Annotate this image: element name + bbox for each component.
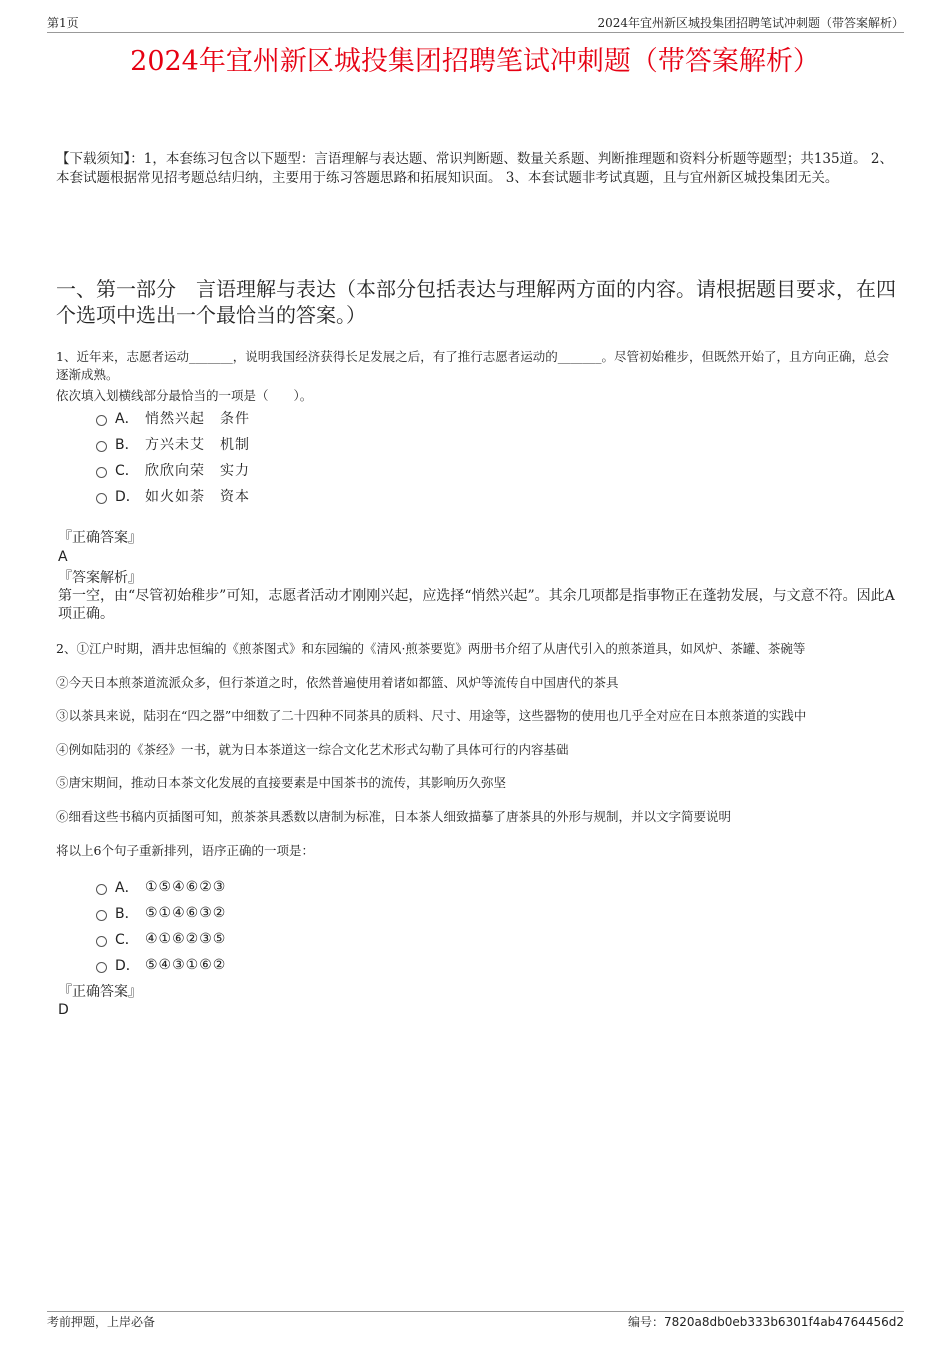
question-1-answer-label: 『正确答案』: [58, 530, 142, 546]
question-2-sentence-6: ⑥细看这些书稿内页插图可知，煎茶茶具悉数以唐制为标准，日本茶人细致描摹了唐茶具的外形与规制，并以文字简要说明: [56, 809, 732, 824]
option-text: ①⑤④⑥②③: [145, 879, 227, 895]
question-2-option-c[interactable]: [96, 926, 496, 952]
radio-icon[interactable]: [96, 936, 107, 947]
question-1-analysis: 第一空，由“尽管初始稚步”可知，志愿者活动才刚刚兴起，应选择“悄然兴起”。其余几项都是指事物正在蓬勃发展，与文意不符。因此A项正确。: [58, 588, 895, 622]
question-1-option-b[interactable]: [96, 431, 496, 457]
option-letter: C．: [115, 463, 139, 479]
option-letter: A．: [115, 880, 139, 896]
footer-code: 编号：7820a8db0eb333b6301f4ab4764456d2: [628, 1315, 904, 1329]
option-text: ⑤④③①⑥②: [145, 957, 227, 973]
question-2-option-b[interactable]: [96, 900, 496, 926]
question-2-options: [96, 874, 496, 978]
option-text: ⑤①④⑥③②: [145, 905, 227, 921]
radio-icon[interactable]: [96, 962, 107, 973]
question-1-option-c[interactable]: [96, 457, 496, 483]
question-2-sentence-1: 2、①江户时期，酒井忠恒编的《煎茶图式》和东园编的《清风·煎茶要览》两册书介绍了从唐代引入的煎茶道具，如风炉、茶罐、茶碗等: [56, 641, 806, 656]
footer-slogan: 考前押题，上岸必备: [47, 1315, 156, 1329]
radio-icon[interactable]: [96, 493, 107, 504]
header-doc-title: 2024年宜州新区城投集团招聘笔试冲刺题（带答案解析）: [597, 16, 904, 30]
document-title: 2024年宜州新区城投集团招聘笔试冲刺题（带答案解析）: [130, 46, 820, 77]
question-2-sentence-2: ②今天日本煎茶道流派众多，但行茶道之时，依然普遍使用着诸如都篮、风炉等流传自中国唐代的茶具: [56, 675, 619, 690]
option-letter: B．: [115, 437, 139, 453]
section-title: 一、第一部分 言语理解与表达（本部分包括表达与理解两方面的内容。请根据题目要求，在四个选项中选出一个最恰当的答案。）: [56, 277, 896, 327]
option-letter: D．: [115, 489, 140, 505]
question-1-analysis-label: 『答案解析』: [58, 570, 142, 586]
question-2-sentence-3: ③以茶具来说，陆羽在“四之器”中细数了二十四种不同茶具的质料、尺寸、用途等，这些器物的使用也几乎全对应在日本煎茶道的实践中: [56, 708, 807, 723]
option-text: 方兴未艾 机制: [145, 437, 250, 453]
question-1-prompt: 依次填入划横线部分最恰当的一项是（ ）。: [56, 388, 313, 403]
question-2-answer-label: 『正确答案』: [58, 984, 142, 1000]
option-text: ④①⑥②③⑤: [145, 931, 227, 947]
option-text: 如火如荼 资本: [145, 489, 250, 505]
question-1-options: [96, 405, 496, 509]
option-letter: C．: [115, 932, 139, 948]
question-1-answer: A: [58, 549, 68, 565]
option-letter: D．: [115, 958, 140, 974]
question-2-answer: D: [58, 1002, 69, 1018]
option-letter: B．: [115, 906, 139, 922]
radio-icon[interactable]: [96, 441, 107, 452]
question-2-sentence-5: ⑤唐宋期间，推动日本茶文化发展的直接要素是中国茶书的流传，其影响历久弥坚: [56, 775, 507, 790]
question-2-sentence-4: ④例如陆羽的《茶经》一书，就为日本茶道这一综合文化艺术形式勾勒了具体可行的内容基础: [56, 742, 569, 757]
page-footer: [47, 1311, 904, 1332]
radio-icon[interactable]: [96, 415, 107, 426]
radio-icon[interactable]: [96, 884, 107, 895]
option-text: 欣欣向荣 实力: [145, 463, 250, 479]
download-notice: 【下载须知】：1，本套练习包含以下题型：言语理解与表达题、常识判断题、数量关系题、判断推理题和资料分析题等题型；共135道。 2、本套试题根据常见招考题总结归纳，主要用于练习答题思路和拓展知识面。 3、本套试题非考试真题，且与宜州新区城投集团无关。: [56, 151, 893, 186]
question-1-option-d[interactable]: [96, 483, 496, 509]
question-1-option-a[interactable]: [96, 405, 496, 431]
question-2-prompt: 将以上6个句子重新排列，语序正确的一项是：: [56, 843, 314, 858]
question-2-option-a[interactable]: [96, 874, 496, 900]
question-1-text: 1、近年来，志愿者运动_______，说明我国经济获得长足发展之后，有了推行志愿者运动的_______。尽管初始稚步，但既然开始了，且方向正确，总会逐渐成熟。: [56, 349, 889, 382]
question-2-option-d[interactable]: [96, 952, 496, 978]
radio-icon[interactable]: [96, 467, 107, 478]
page-header: [47, 14, 904, 33]
radio-icon[interactable]: [96, 910, 107, 921]
option-letter: A．: [115, 411, 139, 427]
page-number: 第1页: [47, 16, 79, 30]
option-text: 悄然兴起 条件: [145, 411, 250, 427]
